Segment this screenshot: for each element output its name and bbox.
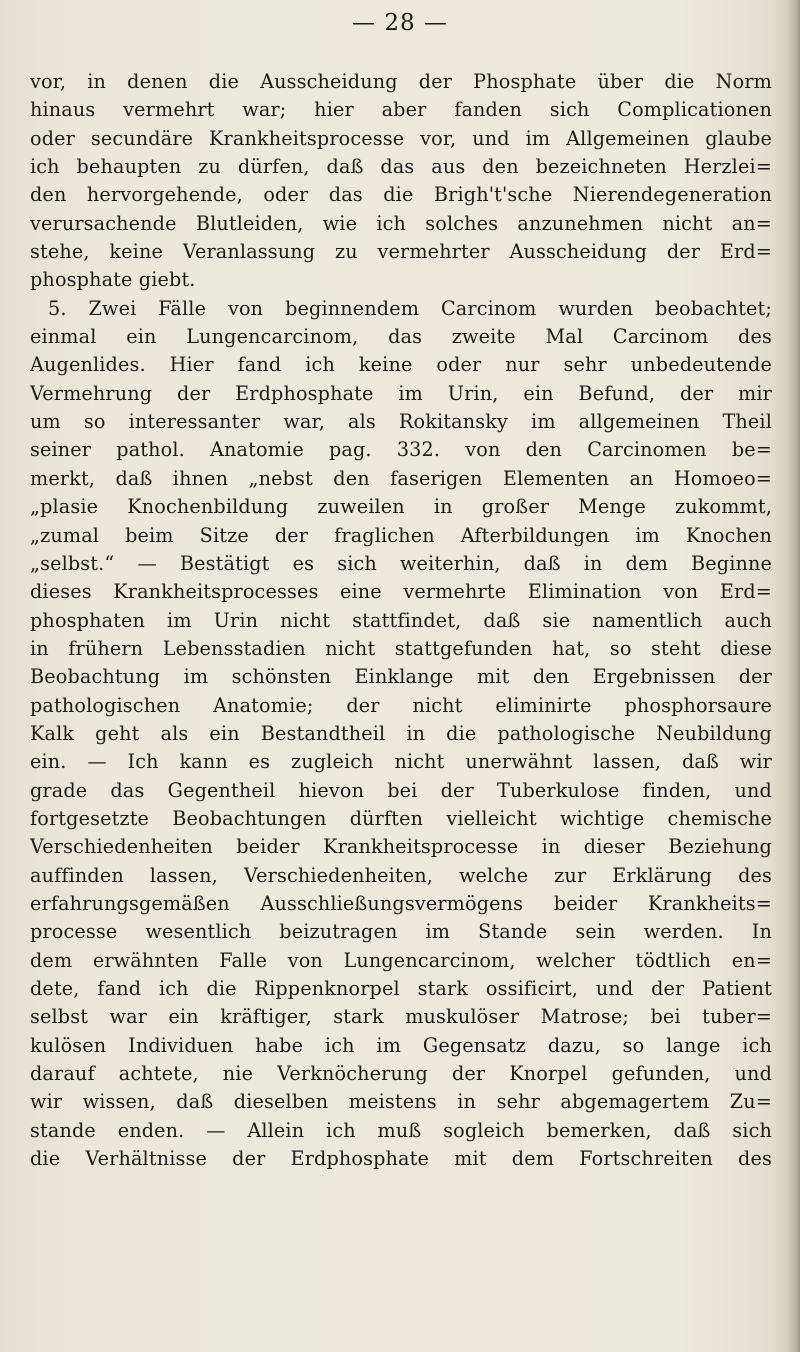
- text-line: verursachende Blutleiden, wie ich solches anzunehmen nicht an=: [30, 211, 772, 235]
- text-line: oder secundäre Krankheitsprocesse vor, und im Allgemeinen glaube: [30, 126, 772, 150]
- page-number: — 28 —: [352, 10, 448, 36]
- text-line: fortgesetzte Beobachtungen dürften vielleicht wichtige chemische: [30, 806, 772, 830]
- text-line: kulösen Individuen habe ich im Gegensatz dazu, so lange ich: [30, 1033, 772, 1057]
- text-line: ein. — Ich kann es zugleich nicht unerwähnt lassen, daß wir: [30, 750, 772, 774]
- text-line: processe wesentlich beizutragen im Stande sein werden. In: [30, 920, 772, 944]
- text-line: dem erwähnten Falle von Lungencarcinom, welcher tödtlich en=: [30, 948, 772, 972]
- text-line: Kalk geht als ein Bestandtheil in die pathologische Neubildung: [30, 721, 772, 745]
- text-line: phosphate giebt.: [30, 268, 196, 292]
- text-line: phosphaten im Urin nicht stattfindet, daß sie namentlich auch: [30, 608, 772, 632]
- text-line: den hervorgehende, oder das die Brigh't'sche Nierendegeneration: [30, 183, 772, 207]
- text-line: Vermehrung der Erdphosphate im Urin, ein Befund, der mir: [30, 381, 772, 405]
- text-line: seiner pathol. Anatomie pag. 332. von den Carcinomen be=: [30, 438, 772, 462]
- text-line: wir wissen, daß dieselben meistens in sehr abgemagertem Zu=: [30, 1090, 772, 1114]
- text-line: ich behaupten zu dürfen, daß das aus den bezeichneten Herzlei=: [30, 155, 772, 179]
- text-line: Augenlides. Hier fand ich keine oder nur sehr unbedeutende: [30, 353, 772, 377]
- text-line: selbst war ein kräftiger, stark muskulöser Matrose; bei tuber=: [30, 1005, 772, 1029]
- text-line: um so interessanter war, als Rokitansky im allgemeinen Theil: [30, 410, 772, 434]
- text-line: einmal ein Lungencarcinom, das zweite Mal Carcinom des: [30, 325, 772, 349]
- text-line: dieses Krankheitsprocesses eine vermehrte Elimination von Erd=: [30, 580, 772, 604]
- text-line: „selbst.“ — Bestätigt es sich weiterhin, daß in dem Beginne: [30, 551, 772, 575]
- text-line: die Verhältnisse der Erdphosphate mit dem Fortschreiten des: [30, 1147, 772, 1171]
- text-line: pathologischen Anatomie; der nicht eliminirte phosphorsaure: [30, 693, 772, 717]
- text-line: grade das Gegentheil hievon bei der Tuberkulose finden, und: [30, 778, 772, 802]
- text-line: merkt, daß ihnen „nebst den faserigen Elementen an Homoeo=: [30, 466, 772, 490]
- numbered-paragraph-start: 5. Zwei Fälle von beginnendem Carcinom wurden beobachtet;: [48, 296, 772, 320]
- text-line: „plasie Knochenbildung zuweilen in großer Menge zukommt,: [30, 495, 772, 519]
- text-line: dete, fand ich die Rippenknorpel stark ossificirt, und der Patient: [30, 977, 772, 1000]
- text-line: stande enden. — Allein ich muß sogleich bemerken, daß sich: [30, 1118, 772, 1142]
- body-text: [30, 68, 772, 1173]
- text-line: Verschiedenheiten beider Krankheitsprocesse in dieser Beziehung: [30, 835, 772, 859]
- text-line: hinaus vermehrt war; hier aber fanden sich Complicationen: [30, 98, 772, 122]
- text-line: auffinden lassen, Verschiedenheiten, welche zur Erklärung des: [30, 863, 772, 887]
- text-line: erfahrungsgemäßen Ausschließungsvermögens beider Krankheits=: [30, 891, 772, 915]
- text-line: vor, in denen die Ausscheidung der Phosphate über die Norm: [30, 70, 772, 93]
- page-edge-shadow: [786, 0, 800, 1352]
- text-line: in frühern Lebensstadien nicht stattgefunden hat, so steht diese: [30, 636, 772, 660]
- text-line: Beobachtung im schönsten Einklange mit den Ergebnissen der: [30, 665, 772, 689]
- text-line: stehe, keine Veranlassung zu vermehrter Ausscheidung der Erd=: [30, 240, 772, 264]
- text-line: darauf achtete, nie Verknöcherung der Knorpel gefunden, und: [30, 1062, 772, 1086]
- text-line: „zumal beim Sitze der fraglichen Afterbildungen im Knochen: [30, 523, 772, 547]
